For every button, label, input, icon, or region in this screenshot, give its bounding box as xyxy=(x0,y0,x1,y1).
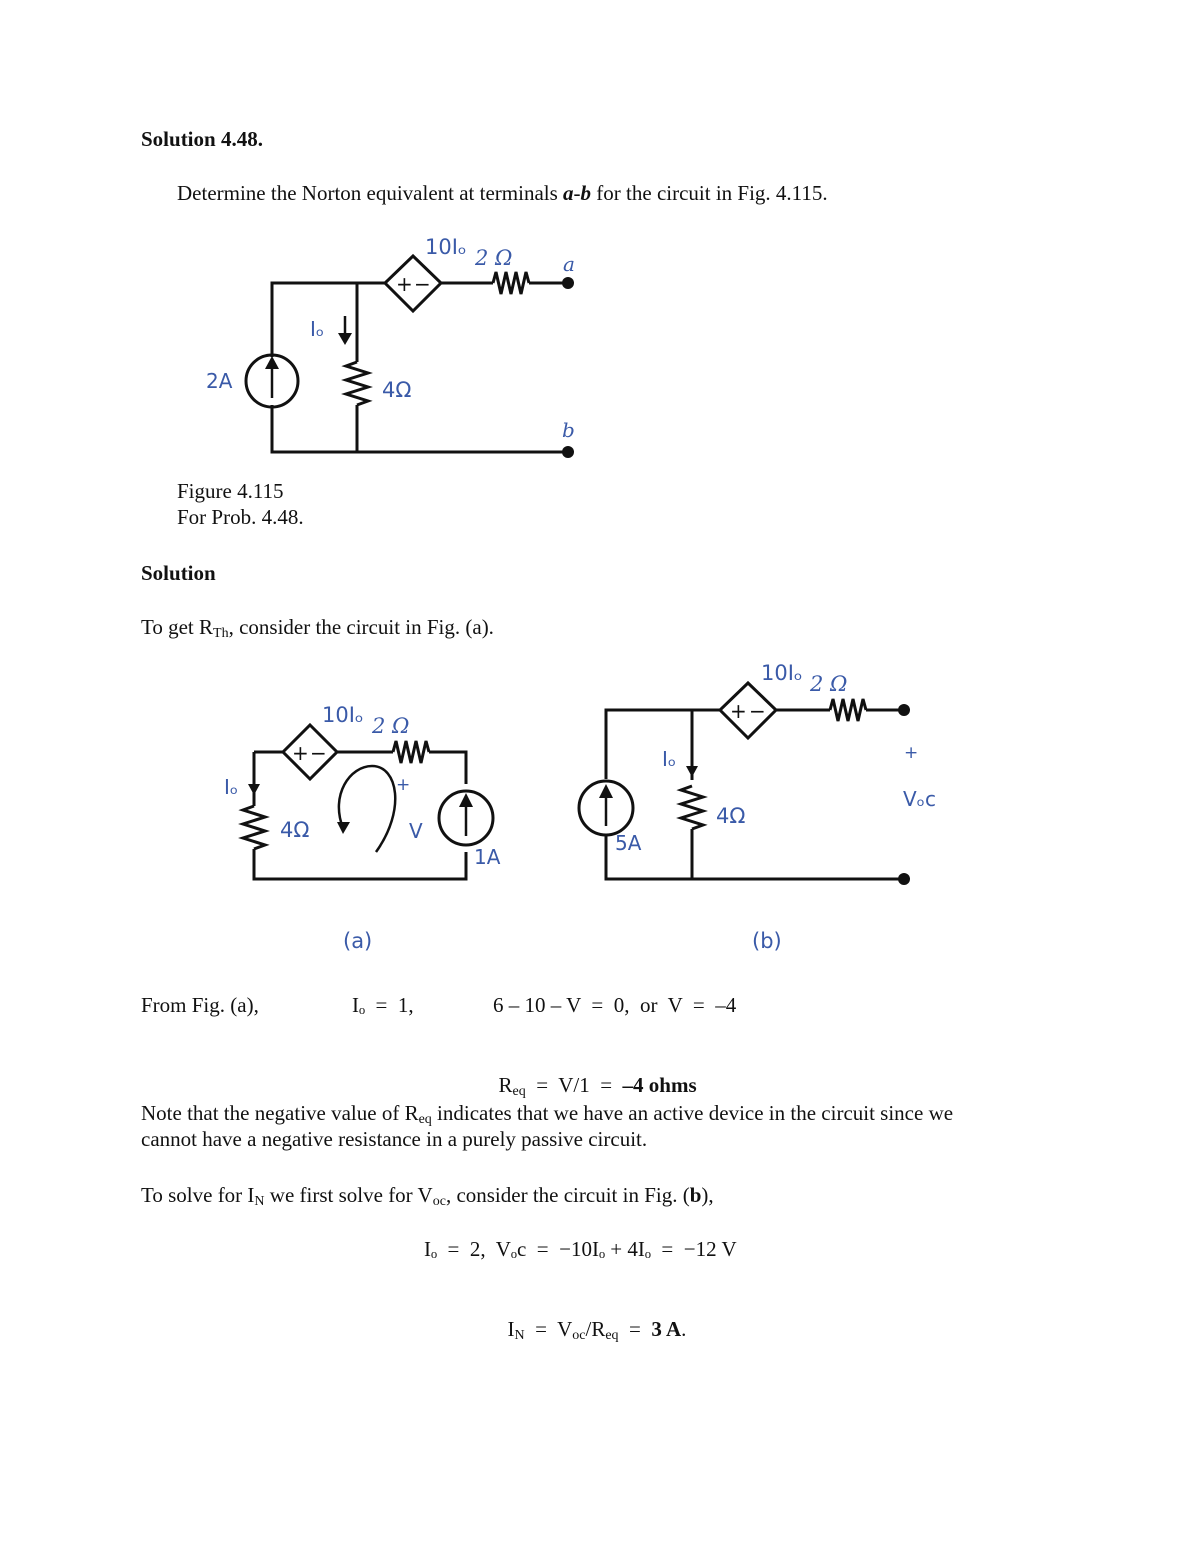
terminal-b xyxy=(562,446,574,458)
note-line1: Note that the negative value of $R_{eq}$ indicates that we have an active device in the circuit since we xyxy=(141,1101,954,1127)
solution-title: Solution 4.48. xyxy=(141,127,263,151)
fa-io-arrow-head xyxy=(248,784,260,795)
resistor-2ohm xyxy=(493,272,529,294)
fb-io-arrow-head xyxy=(686,766,698,777)
fa-dep-plus: + xyxy=(292,741,309,765)
io-arrow-head xyxy=(338,333,352,345)
fb-label-5a: 5A xyxy=(615,831,642,855)
in-intro: To solve for $I_N$ we first solve for $V_{oc}$, consider the circuit in Fig. (b), xyxy=(141,1183,714,1209)
dependent-voltage-source xyxy=(385,256,441,311)
fa-label-4ohm: 4Ω xyxy=(280,818,310,842)
terminal-a xyxy=(562,277,574,289)
eq1-kvl: 6 – 10 – V = 0, or V = –4 xyxy=(493,993,737,1017)
eq1-io: Iₒ = 1, xyxy=(352,993,414,1017)
dep-plus: + xyxy=(396,272,413,296)
label-10io: 10Iₒ xyxy=(425,235,467,259)
solution-heading: Solution xyxy=(141,561,216,585)
dep-minus: − xyxy=(414,272,431,296)
figures-a-b-circuits xyxy=(200,650,960,960)
fb-terminal-top xyxy=(898,704,910,716)
figure-4-115-circuit xyxy=(190,225,610,470)
figure-caption-line1: Figure 4.115 xyxy=(177,479,284,503)
fa-label-2ohm: 2 Ω xyxy=(372,714,410,738)
label-io: Iₒ xyxy=(310,317,325,341)
fb-terminal-bottom xyxy=(898,873,910,885)
note-line2: cannot have a negative resistance in a purely passive circuit. xyxy=(141,1127,648,1151)
label-4ohm: 4Ω xyxy=(382,378,412,402)
fa-resistor-2ohm xyxy=(393,741,429,763)
wire-left-top xyxy=(272,283,385,357)
figure-caption-line2: For Prob. 4.48. xyxy=(177,505,304,529)
label-2a: 2A xyxy=(206,369,233,393)
fb-dep-plus: + xyxy=(730,699,747,723)
fa-cs-arrow-head xyxy=(459,793,473,807)
fb-label-2ohm: 2 Ω xyxy=(810,672,848,696)
fa-loop-arrow-head xyxy=(337,822,350,834)
problem-statement: Determine the Norton equivalent at terminals a-b for the circuit in Fig. 4.115. xyxy=(177,181,828,205)
fb-label-vplus: + xyxy=(904,743,919,763)
label-a: a xyxy=(563,252,575,276)
fb-caption: (b) xyxy=(752,929,782,953)
fa-wire-bottom xyxy=(254,849,466,879)
eq1-lead: From Fig. (a), xyxy=(141,993,259,1017)
fb-wire-bottom xyxy=(606,835,904,879)
fa-dep-minus: − xyxy=(310,741,327,765)
fb-cs-arrow-head xyxy=(599,784,613,798)
rth-intro: To get $R_{Th}$, consider the circuit in Fig. (a). xyxy=(141,615,494,641)
label-b: b xyxy=(562,418,575,442)
current-source-arrow-head xyxy=(265,356,279,369)
fa-label-io: Iₒ xyxy=(224,775,239,799)
wire-bottom xyxy=(272,405,568,452)
fb-label-voc: Vₒc xyxy=(903,787,936,811)
fa-loop-arrow xyxy=(339,766,395,852)
label-2ohm: 2 Ω xyxy=(475,246,513,270)
fa-label-vplus: + xyxy=(396,775,411,795)
fa-label-10io: 10Iₒ xyxy=(322,703,364,727)
fb-label-io: Iₒ xyxy=(662,747,677,771)
fb-label-4ohm: 4Ω xyxy=(716,804,746,828)
eq2-req: $R_{eq} = V/1 = -4$ ohms xyxy=(498,1073,697,1099)
eq3: Iₒ = 2, Vₒc = −10Iₒ + 4Iₒ = −12 V xyxy=(424,1237,737,1261)
fb-resistor-2ohm xyxy=(830,699,866,721)
fb-dep-minus: − xyxy=(749,699,766,723)
fa-label-1a: 1A xyxy=(474,845,501,869)
resistor-4ohm xyxy=(346,362,368,405)
fa-resistor-4ohm xyxy=(243,806,265,849)
fa-caption: (a) xyxy=(343,929,373,953)
fb-resistor-4ohm xyxy=(681,786,703,829)
fb-label-10io: 10Iₒ xyxy=(761,661,803,685)
eq4: $I_N = V_{oc}/R_{eq} = 3$ A. xyxy=(507,1317,687,1343)
fb-dependent-source xyxy=(720,683,776,738)
fa-wire-right xyxy=(429,752,466,784)
fa-label-v: V xyxy=(409,819,423,843)
